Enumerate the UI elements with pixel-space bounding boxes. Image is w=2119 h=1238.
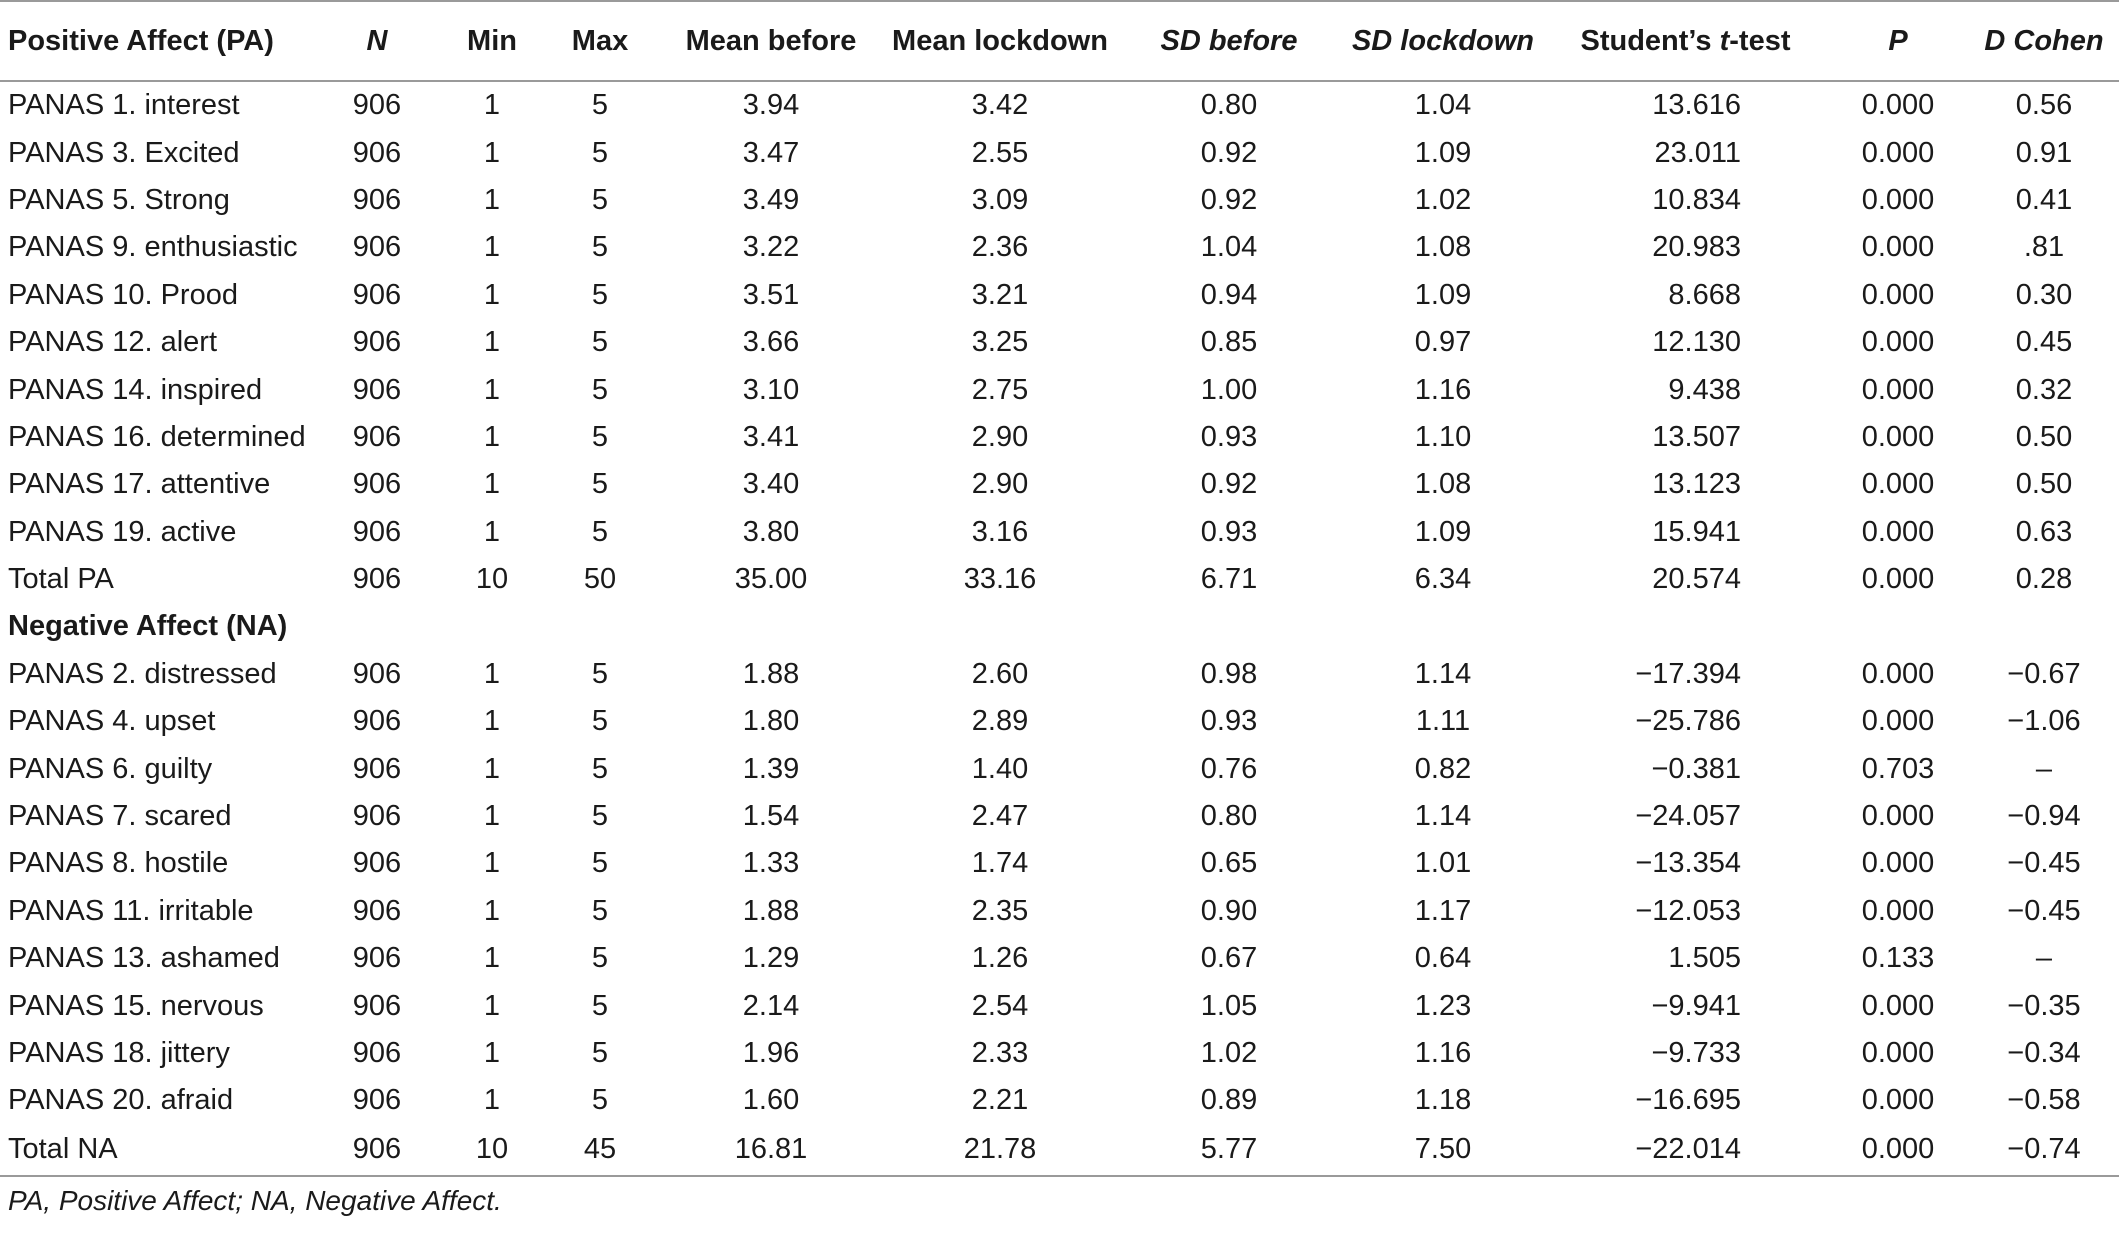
table-cell: 5: [591, 705, 609, 738]
table-cell: 1.505: [1668, 942, 1741, 975]
table-cell: 0.000: [1861, 894, 1935, 927]
row-label: PANAS 2. distressed: [8, 657, 277, 690]
row-label: PANAS 1. interest: [8, 89, 240, 122]
table-row: [0, 461, 2119, 508]
table-cell: 15.941: [1652, 515, 1741, 548]
table-cell: 906: [352, 1037, 402, 1069]
row-label: PANAS 10. Prood: [8, 278, 238, 311]
column-header-post: -test: [1729, 24, 1791, 57]
column-header: [1544, 2, 1827, 81]
table-cell: 5: [591, 800, 609, 833]
table-cell: 1.96: [742, 1037, 800, 1069]
table-cell: 1: [483, 183, 501, 216]
table-cell: 5: [591, 326, 609, 359]
column-header: [1827, 2, 1969, 81]
table-cell: 23.011: [1654, 136, 1741, 169]
column-header: [442, 2, 542, 81]
table-cell: 5.77: [1116, 1125, 1342, 1176]
table-cell: 2.55: [971, 136, 1029, 169]
table-cell: −9.733: [1651, 1037, 1741, 1069]
table-cell: 2.90: [971, 468, 1029, 501]
table-cell: 8.668: [1668, 278, 1741, 311]
table-row: [0, 509, 2119, 556]
table-cell: 0.000: [1861, 515, 1935, 548]
table-cell: −0.74: [1969, 1125, 2119, 1176]
table-cell: 906: [352, 563, 402, 596]
table-cell: 0.76: [1200, 752, 1258, 785]
table-cell: 0.000: [1861, 563, 1935, 596]
row-label: PANAS 8. hostile: [8, 847, 229, 880]
row-label: PANAS 17. attentive: [8, 468, 271, 501]
table-cell: 906: [352, 373, 402, 406]
table-cell: 0.000: [1861, 1084, 1935, 1117]
table-cell: 1.33: [742, 847, 800, 880]
table-cell: 1.16: [1414, 373, 1472, 406]
table-cell: 2.75: [971, 373, 1029, 406]
row-label: PANAS 13. ashamed: [8, 942, 280, 975]
table-cell: 5: [591, 231, 609, 264]
table-cell: 906: [352, 989, 402, 1022]
table-cell: 2.35: [971, 894, 1029, 927]
table-row: [0, 651, 2119, 698]
table-cell: 1: [483, 657, 501, 690]
table-cell: −17.394: [1635, 657, 1741, 690]
table-cell: 1.29: [742, 942, 800, 975]
table-cell: 3.16: [971, 515, 1029, 548]
table-cell: 1.54: [742, 800, 800, 833]
table-cell: −12.053: [1635, 894, 1741, 927]
table-cell: 5: [591, 373, 609, 406]
table-cell: −0.45: [2007, 894, 2081, 927]
table-cell: 2.90: [971, 420, 1029, 453]
table-cell: 1: [483, 89, 501, 122]
table-cell: −16.695: [1635, 1084, 1741, 1117]
table-row: [0, 177, 2119, 224]
table-cell: 0.80: [1200, 89, 1258, 122]
table-row: [0, 935, 2119, 982]
table-cell: 0.80: [1200, 800, 1258, 833]
table-cell: −0.45: [2007, 847, 2081, 880]
table-cell: 1.17: [1414, 894, 1472, 927]
column-header-label: Mean lockdown: [892, 24, 1108, 57]
column-header-italic: P: [1888, 24, 1908, 57]
table-cell: 5: [591, 657, 609, 690]
table-cell: 0.000: [1861, 989, 1935, 1022]
table-cell: 16.81: [658, 1125, 884, 1176]
table-cell: 0.92: [1200, 136, 1258, 169]
table-cell: 3.21: [971, 278, 1029, 311]
table-cell: 3.25: [971, 326, 1029, 359]
table-cell: −0.58: [2007, 1084, 2081, 1117]
table-cell: 0.93: [1200, 420, 1258, 453]
table-cell: 1.26: [971, 942, 1029, 975]
table-row: [0, 224, 2119, 271]
table-cell: 20.983: [1652, 231, 1741, 264]
row-label: PANAS 6. guilty: [8, 752, 213, 785]
table-cell: 0.91: [2015, 136, 2073, 169]
table-cell: 0.000: [1827, 1125, 1969, 1176]
table-cell: 0.000: [1861, 231, 1935, 264]
table-cell: 20.574: [1652, 563, 1741, 596]
row-label: PANAS 3. Excited: [8, 136, 240, 169]
column-header-italic: N: [366, 24, 388, 57]
table-cell: 5: [591, 468, 609, 501]
column-header-pre: Student’s: [1580, 24, 1720, 57]
table-cell: 10: [442, 1125, 542, 1176]
table-cell: 0.000: [1861, 89, 1935, 122]
column-header-italic: D Cohen: [1984, 24, 2104, 57]
table-cell: 906: [352, 657, 402, 690]
table-cell: 1: [483, 515, 501, 548]
table-cell: 1.14: [1414, 657, 1472, 690]
table-cell: 1.16: [1414, 1037, 1472, 1069]
table-cell: 0.63: [2015, 515, 2073, 548]
table-cell: 1.05: [1200, 989, 1258, 1022]
column-header: [1969, 2, 2119, 81]
table-cell: 6.34: [1414, 563, 1472, 596]
table-row: [0, 1030, 2119, 1077]
table-cell: 1: [483, 989, 501, 1022]
row-label: PANAS 12. alert: [8, 326, 218, 359]
table-cell: 906: [352, 705, 402, 738]
table-cell: 0.30: [2015, 278, 2073, 311]
table-cell: 906: [352, 894, 402, 927]
table-cell: 13.123: [1652, 468, 1741, 501]
table-cell: 10: [475, 563, 509, 596]
column-header-italic: SD lockdown: [1351, 24, 1535, 57]
row-label: Total PA: [8, 563, 114, 596]
column-header-italic: SD before: [1160, 24, 1298, 57]
table-cell: 0.28: [2015, 563, 2073, 596]
column-header-label: Positive Affect (PA): [8, 24, 274, 57]
table-row: [0, 840, 2119, 887]
table-cell: 0.82: [1414, 752, 1472, 785]
table-cell: –: [2035, 942, 2053, 975]
table-cell: −0.67: [2007, 657, 2081, 690]
table-cell: 1.40: [971, 752, 1029, 785]
table-cell: 1.04: [1200, 231, 1258, 264]
table-cell: 0.93: [1200, 515, 1258, 548]
table-cell: 2.60: [971, 657, 1029, 690]
row-label: Total NA: [0, 1125, 312, 1176]
table-cell: 0.45: [2015, 326, 2073, 359]
panas-table: [0, 2, 2119, 1177]
table-cell: 1.88: [742, 894, 800, 927]
table-cell: 5: [591, 183, 609, 216]
table-cell: 5: [591, 515, 609, 548]
column-header: [1342, 2, 1544, 81]
table-cell: 1.08: [1414, 231, 1472, 264]
table-cell: 1.01: [1414, 847, 1472, 880]
table-cell: 1: [483, 1037, 501, 1069]
table-cell: 0.000: [1861, 326, 1935, 359]
table-cell: 3.42: [971, 89, 1029, 122]
table-cell: 1: [483, 468, 501, 501]
table-cell: 0.32: [2015, 373, 2073, 406]
column-header: [884, 2, 1116, 81]
table-cell: 1: [483, 847, 501, 880]
table-body: [0, 81, 2119, 1176]
table-cell: 1: [483, 326, 501, 359]
table-cell: 0.41: [2015, 183, 2073, 216]
table-cell: 906: [352, 1084, 402, 1117]
table-cell: 906: [352, 515, 402, 548]
table-cell: 3.51: [742, 278, 800, 311]
table-cell: 0.000: [1861, 847, 1935, 880]
column-header: [1116, 2, 1342, 81]
table-cell: −9.941: [1651, 989, 1741, 1022]
header-row: [0, 2, 2119, 81]
table-cell: 1: [483, 894, 501, 927]
table-cell: 1: [483, 136, 501, 169]
column-header: [0, 2, 312, 81]
table-cell: 0.000: [1861, 468, 1935, 501]
table-row: [0, 1077, 2119, 1124]
table-cell: −13.354: [1635, 847, 1741, 880]
table-cell: 0.92: [1200, 183, 1258, 216]
table-cell: 1: [483, 231, 501, 264]
table-cell: 0.703: [1861, 752, 1935, 785]
table-cell: 2.89: [971, 705, 1029, 738]
table-cell: 5: [591, 1037, 609, 1069]
table-cell: 1.39: [742, 752, 800, 785]
table-cell: 0.000: [1861, 278, 1935, 311]
table-cell: 2.47: [971, 800, 1029, 833]
row-label: PANAS 15. nervous: [8, 989, 264, 1022]
table-cell: 3.49: [742, 183, 800, 216]
table-cell: 0.000: [1861, 657, 1935, 690]
table-cell: 1.02: [1200, 1037, 1258, 1069]
table-cell: 0.64: [1414, 942, 1472, 975]
row-label: PANAS 20. afraid: [8, 1084, 234, 1117]
row-label: PANAS 18. jittery: [8, 1037, 230, 1069]
table-cell: 0.000: [1861, 800, 1935, 833]
table-cell: 0.000: [1861, 136, 1935, 169]
table-cell: 906: [312, 1125, 442, 1176]
table-cell: 2.33: [971, 1037, 1029, 1069]
table-cell: 1: [483, 942, 501, 975]
table-cell: 3.41: [742, 420, 800, 453]
table-cell: 0.85: [1200, 326, 1258, 359]
table-cell: 906: [352, 468, 402, 501]
column-header-label: Mean before: [685, 24, 857, 57]
table-cell: 2.21: [971, 1084, 1029, 1117]
table-footnote: PA, Positive Affect; NA, Negative Affect.: [8, 1184, 502, 1216]
table-cell: 906: [352, 800, 402, 833]
table-cell: 3.22: [742, 231, 800, 264]
table-cell: 906: [352, 136, 402, 169]
table-cell: 5: [591, 1084, 609, 1117]
table-cell: 1: [483, 278, 501, 311]
table-cell: 5: [591, 136, 609, 169]
table-cell: 5: [591, 89, 609, 122]
table-cell: 1: [483, 420, 501, 453]
table-cell: 50: [583, 563, 617, 596]
column-header: [542, 2, 658, 81]
table-row: [0, 1125, 2119, 1176]
table-row: [0, 745, 2119, 792]
table-row: [0, 982, 2119, 1029]
table-cell: 1.88: [742, 657, 800, 690]
table-cell: 21.78: [884, 1125, 1116, 1176]
table-cell: 1.14: [1414, 800, 1472, 833]
column-header: [312, 2, 442, 81]
table-cell: 0.56: [2015, 89, 2073, 122]
row-label: PANAS 19. active: [8, 515, 237, 548]
table-cell: 906: [352, 326, 402, 359]
table-cell: 0.94: [1200, 278, 1258, 311]
table-cell: 0.000: [1861, 420, 1935, 453]
table-cell: 0.92: [1200, 468, 1258, 501]
table-cell: 3.10: [742, 373, 800, 406]
row-label: PANAS 9. enthusiastic: [8, 231, 298, 264]
table-cell: −22.014: [1544, 1125, 1827, 1176]
table-cell: 5: [591, 942, 609, 975]
table-cell: 3.40: [742, 468, 800, 501]
table-cell: 1.60: [742, 1084, 800, 1117]
table-row: [0, 272, 2119, 319]
table-cell: 9.438: [1668, 373, 1741, 406]
table-cell: −0.35: [2007, 989, 2081, 1022]
table-cell: 0.133: [1861, 942, 1935, 975]
table-cell: 906: [352, 231, 402, 264]
table-row: [0, 793, 2119, 840]
table-cell: −0.94: [2007, 800, 2081, 833]
table-cell: 1.09: [1414, 136, 1472, 169]
table-cell: 906: [352, 183, 402, 216]
table-row: [0, 129, 2119, 176]
table-cell: 1: [483, 800, 501, 833]
table-cell: 0.98: [1200, 657, 1258, 690]
table-cell: 0.50: [2015, 468, 2073, 501]
table-cell: 1.80: [742, 705, 800, 738]
table-cell: 1.23: [1414, 989, 1472, 1022]
table-cell: 906: [352, 847, 402, 880]
table-cell: 0.000: [1861, 705, 1935, 738]
column-header-label: Max: [571, 24, 629, 57]
table-cell: 0.93: [1200, 705, 1258, 738]
row-label: PANAS 11. irritable: [8, 894, 254, 927]
table-cell: −24.057: [1635, 800, 1741, 833]
table-cell: 1.09: [1414, 515, 1472, 548]
table-cell: −0.34: [2007, 1037, 2081, 1069]
table-cell: 1.11: [1415, 705, 1471, 738]
table-cell: 1: [483, 1084, 501, 1117]
table-cell: 1.04: [1414, 89, 1472, 122]
row-label: PANAS 7. scared: [8, 800, 232, 833]
table-cell: –: [2035, 752, 2053, 785]
table-cell: 2.14: [742, 989, 800, 1022]
row-label: PANAS 5. Strong: [8, 183, 230, 216]
table-cell: 0.67: [1200, 942, 1258, 975]
table-row: [0, 556, 2119, 603]
table-cell: 1.02: [1414, 183, 1472, 216]
table-cell: 906: [352, 942, 402, 975]
table-cell: 906: [352, 420, 402, 453]
table-cell: 13.507: [1652, 420, 1741, 453]
table-row: [0, 81, 2119, 129]
table-row: [0, 414, 2119, 461]
table-cell: 3.09: [971, 183, 1029, 216]
table-cell: 906: [352, 752, 402, 785]
table-cell: 5: [591, 894, 609, 927]
table-cell: 5: [591, 278, 609, 311]
table-cell: 3.94: [742, 89, 800, 122]
row-label: PANAS 4. upset: [8, 705, 216, 738]
table-cell: 5: [591, 420, 609, 453]
table-cell: 0.50: [2015, 420, 2073, 453]
column-header: [658, 2, 884, 81]
table-cell: 5: [591, 989, 609, 1022]
table-cell: 3.47: [742, 136, 800, 169]
table-cell: 0.89: [1200, 1084, 1258, 1117]
table-cell: 3.66: [742, 326, 800, 359]
section-header-row: [0, 603, 2119, 650]
table-cell: −0.381: [1651, 752, 1741, 785]
table-cell: .81: [2023, 231, 2065, 264]
table-row: [0, 366, 2119, 413]
table-cell: 5: [591, 847, 609, 880]
table-cell: 0.000: [1861, 1037, 1935, 1069]
row-label: PANAS 14. inspired: [8, 373, 263, 406]
table-cell: 13.616: [1652, 89, 1741, 122]
table-cell: 1.08: [1414, 468, 1472, 501]
table-row: [0, 319, 2119, 366]
table-cell: 10.834: [1652, 183, 1741, 216]
table-cell: 0.000: [1861, 373, 1935, 406]
table-cell: 0.65: [1200, 847, 1258, 880]
table-cell: 7.50: [1342, 1125, 1544, 1176]
table-cell: 0.000: [1861, 183, 1935, 216]
table-cell: 0.90: [1200, 894, 1258, 927]
table-cell: 1.00: [1200, 373, 1258, 406]
table-cell: 0.97: [1414, 326, 1472, 359]
column-header-label: Min: [467, 24, 517, 57]
table-cell: 45: [542, 1125, 658, 1176]
table-cell: 906: [352, 278, 402, 311]
table-cell: 12.130: [1652, 326, 1741, 359]
table-cell: −1.06: [2007, 705, 2081, 738]
table-cell: 906: [352, 89, 402, 122]
table-cell: 3.80: [742, 515, 800, 548]
row-label: PANAS 16. determined: [8, 420, 306, 453]
table-cell: 1: [483, 705, 501, 738]
table-cell: 2.54: [971, 989, 1029, 1022]
table-cell: −25.786: [1635, 705, 1741, 738]
table-cell: 2.36: [971, 231, 1029, 264]
table-cell: 1.74: [971, 847, 1029, 880]
table-cell: 1.10: [1414, 420, 1472, 453]
table-cell: 5: [591, 752, 609, 785]
table-row: [0, 698, 2119, 745]
column-header-italic: t: [1719, 24, 1730, 57]
table-cell: 1.09: [1414, 278, 1472, 311]
table-row: [0, 888, 2119, 935]
table-cell: 1.18: [1414, 1084, 1472, 1117]
table-cell: 1: [483, 373, 501, 406]
table-cell: 1: [483, 752, 501, 785]
table-cell: 35.00: [734, 563, 808, 596]
table-cell: 33.16: [963, 563, 1037, 596]
section-title: Negative Affect (NA): [8, 610, 288, 643]
table-cell: 6.71: [1200, 563, 1258, 596]
